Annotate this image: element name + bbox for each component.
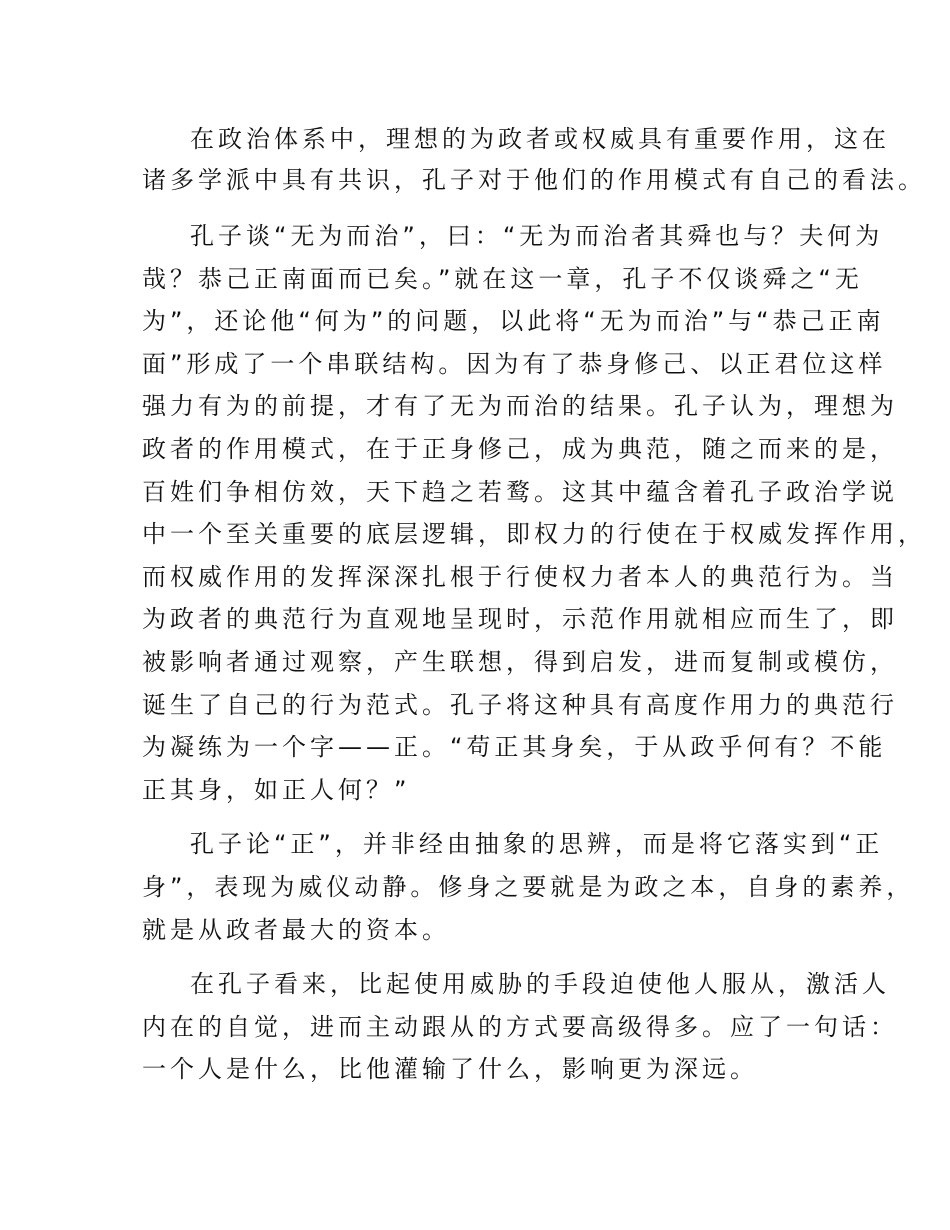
text-line: 而权威作用的发挥深深扎根于行使权力者本人的典范行为。当: [142, 562, 898, 591]
text-line: 哉？恭己正南面而已矣。”就在这一章，孔子不仅谈舜之“无: [142, 264, 863, 293]
text-line: 正其身，如正人何？”: [142, 775, 411, 804]
paragraph-4: [142, 963, 898, 1091]
text-line: 诸多学派中具有共识，孔子对于他们的作用模式有自己的看法。: [142, 165, 926, 194]
text-line: 为凝练为一个字——正。“苟正其身矣，于从政乎何有？不能: [142, 733, 887, 762]
text-line: 强力有为的前提，才有了无为而治的结果。孔子认为，理想为: [142, 392, 898, 421]
paragraph-2: [142, 215, 926, 811]
text-line: 为政者的典范行为直观地呈现时，示范作用就相应而生了，即: [142, 605, 898, 634]
text-line: 被影响者通过观察，产生联想，得到启发，进而复制或模仿，: [142, 647, 898, 676]
text-line: 诞生了自己的行为范式。孔子将这种具有高度作用力的典范行: [142, 690, 898, 719]
paragraph-1: [142, 119, 926, 200]
text-line: 政者的作用模式，在于正身修己，成为典范，随之而来的是，: [142, 434, 898, 463]
paragraph-3: [142, 823, 915, 951]
text-line: 内在的自觉，进而主动跟从的方式要高级得多。应了一句话：: [142, 1012, 898, 1041]
text-line: 面”形成了一个串联结构。因为有了恭身修己、以正君位这样: [142, 349, 887, 378]
text-line: 孔子论“正”，并非经由抽象的思辨，而是将它落实到“正: [190, 830, 884, 859]
text-line: 一个人是什么，比他灌输了什么，影响更为深远。: [142, 1055, 758, 1084]
text-line: 在孔子看来，比起使用威胁的手段迫使他人服从，激活人: [190, 970, 890, 999]
text-line: 中一个至关重要的底层逻辑，即权力的行使在于权威发挥作用，: [142, 520, 926, 549]
text-line: 就是从政者最大的资本。: [142, 915, 450, 944]
text-line: 身”，表现为威仪动静。修身之要就是为政之本，自身的素养，: [142, 872, 915, 901]
text-line: 百姓们争相仿效，天下趋之若鹜。这其中蕴含着孔子政治学说: [142, 477, 898, 506]
text-line: 孔子谈“无为而治”，曰：“无为而治者其舜也与？夫何为: [190, 222, 884, 250]
text-line: 在政治体系中，理想的为政者或权威具有重要作用，这在: [190, 125, 890, 153]
text-line: 为”，还论他“何为”的问题，以此将“无为而治”与“恭己正南: [142, 307, 885, 336]
document-page: [142, 119, 926, 1103]
